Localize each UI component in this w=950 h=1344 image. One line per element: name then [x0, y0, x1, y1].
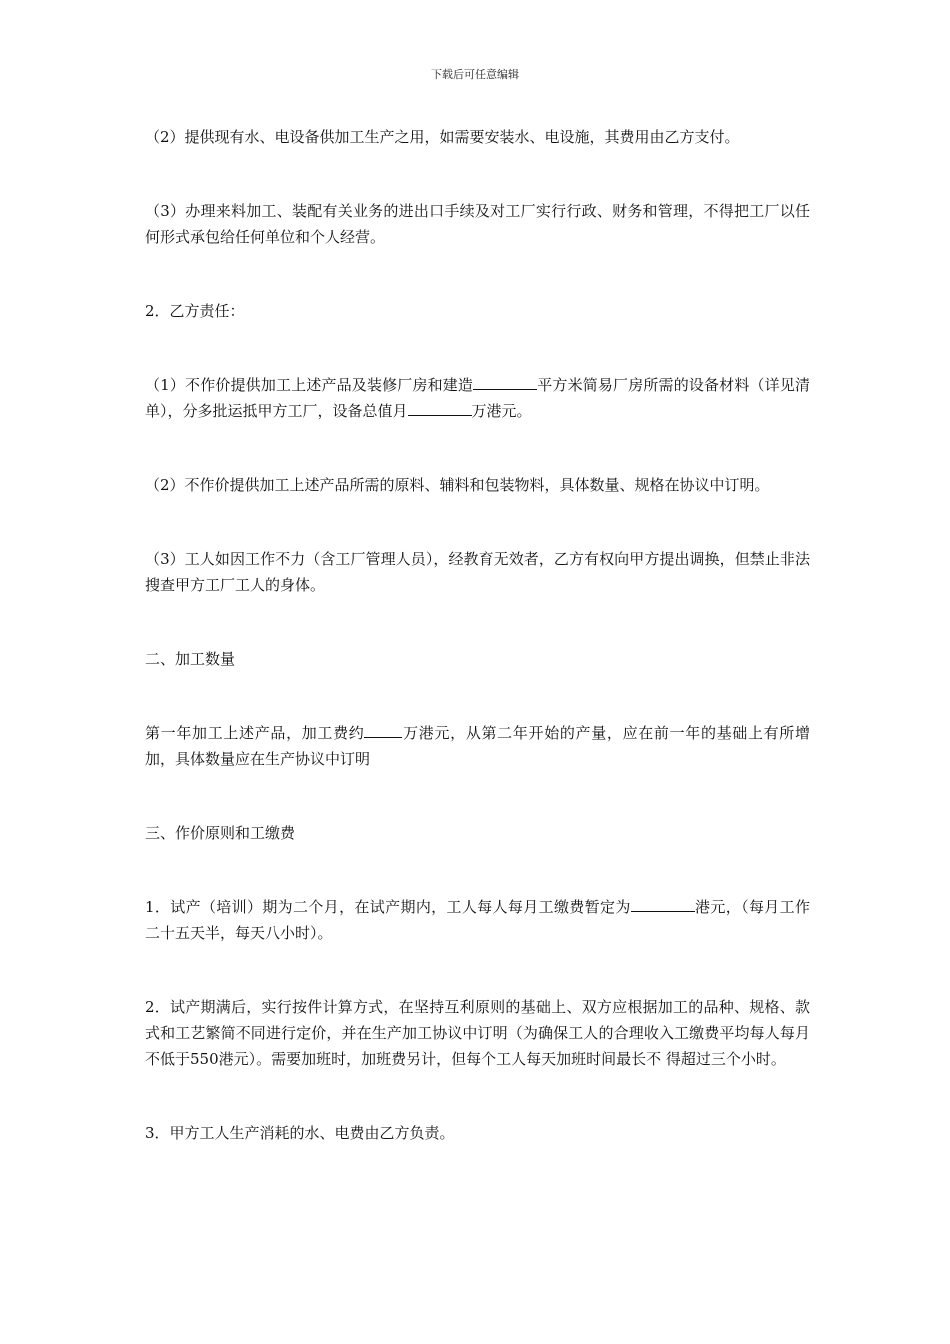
paragraph-equipment	[145, 372, 810, 424]
paragraph-import-export: （3）办理来料加工、装配有关业务的进出口手续及对工厂实行行政、财务和管理，不得把工厂以任何形式承包给任何单位和个人经营。	[145, 202, 810, 246]
paragraph-trial-period	[145, 894, 810, 946]
text-segment: （1）不作价提供加工上述产品及装修厂房和建造	[145, 376, 474, 394]
blank-line	[473, 372, 537, 390]
heading-processing-quantity: 二、加工数量	[145, 650, 236, 668]
page-header: 下载后可任意编辑	[431, 68, 519, 81]
blank-line	[364, 720, 402, 738]
paragraph-piece-rate: 2．试产期满后，实行按件计算方式，在坚持互利原则的基础上、双方应根据加工的品种、规格、款式和工艺繁简不同进行定价，并在生产加工协议中订明（为确保工人的合理收入工缴费平均每人每月不低于550港元）。需要加班时，加班费另计，但每个工人每天加班时间最长不 得超过三个小时。	[145, 998, 810, 1068]
text-segment: 第一年加工上述产品，加工费约	[145, 724, 365, 742]
blank-line	[408, 398, 472, 416]
text-segment: 1．试产（培训）期为二个月，在试产期内，工人每人每月工缴费暂定为	[145, 898, 631, 916]
paragraph-utilities: （2）提供现有水、电设备供加工生产之用，如需要安装水、电设施，其费用由乙方支付。	[145, 128, 740, 146]
document-body	[145, 124, 810, 1146]
paragraph-first-year	[145, 720, 810, 772]
heading-party-b-duties: 2．乙方责任：	[145, 302, 245, 320]
text-segment: 平方米简易厂房所需的设备材料（详见清单），分多批运抵甲方工厂，设备总值月	[145, 376, 810, 420]
text-segment: 万港元。	[471, 402, 532, 420]
text-segment: 港元，（每月工作二十五天半，每天八小时）。	[145, 898, 810, 942]
paragraph-materials: （2）不作价提供加工上述产品所需的原料、辅料和包装物料，具体数量、规格在协议中订明。	[145, 476, 770, 494]
paragraph-water-electricity: 3．甲方工人生产消耗的水、电费由乙方负责。	[145, 1124, 455, 1142]
text-segment: 万港元，从第二年开始的产量，应在前一年的基础上有所增加，具体数量应在生产协议中订明	[145, 724, 810, 768]
paragraph-workers: （3）工人如因工作不力（含工厂管理人员），经教育无效者，乙方有权向甲方提出调换，但禁止非法搜查甲方工厂工人的身体。	[145, 550, 810, 594]
heading-pricing-principles: 三、作价原则和工缴费	[145, 824, 296, 842]
blank-line	[631, 894, 695, 912]
